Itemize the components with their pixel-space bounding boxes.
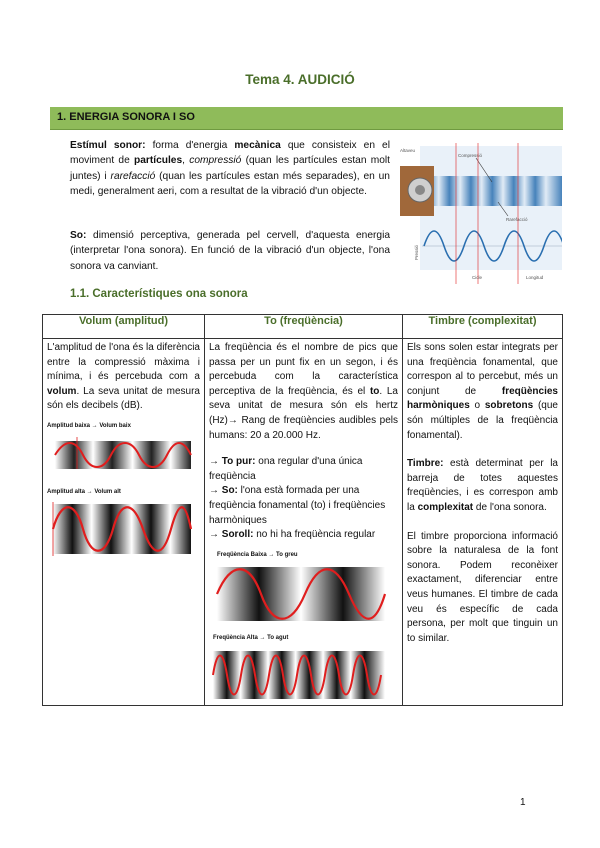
compression-label: Compressió bbox=[458, 153, 483, 158]
timbre-paragraph-2: Timbre: està determinat per la barreja de totes aquestes freqüències, i es correspon amb la complexitat de l'ona sonora. bbox=[407, 458, 558, 513]
page-number: 1 bbox=[520, 797, 526, 808]
soroll-line: → Soroll: no hi ha freqüència regular bbox=[209, 529, 376, 541]
sound-wave-figure bbox=[398, 138, 562, 288]
so-paragraph: So: dimensió perceptiva, generada pel cervell, d'aquesta energia (interpretar l'ona sonora). En funció de la vibració d'un objecte, l'ona sonora va canviant. bbox=[70, 230, 390, 272]
cell-volum bbox=[43, 339, 205, 706]
cycle-label: Cicle bbox=[472, 275, 483, 280]
header-volum: Volum (amplitud) bbox=[43, 315, 205, 339]
cell-timbre bbox=[403, 339, 563, 706]
volum-description: L'amplitud de l'ona és la diferència entre la compressió màxima i mínima, i és percebuda com a volum. La seva unitat de mesura són els decibels (dB). bbox=[47, 342, 200, 412]
caption-frequency-high: Freqüència Alta → To agut bbox=[213, 635, 289, 642]
pressure-band bbox=[428, 176, 562, 206]
caption-amplitude-high: Amplitud alta → Volum alt bbox=[47, 488, 121, 495]
high-amplitude-wave bbox=[47, 500, 197, 558]
so-line: → So: l'ona està formada per una freqüència fonamental (to) i freqüències harmòniques bbox=[209, 485, 386, 526]
high-frequency-wave bbox=[209, 647, 389, 703]
pressure-label: Pressió bbox=[414, 244, 419, 260]
speaker-label: Altaveu bbox=[400, 148, 416, 153]
page-title: Tema 4. AUDICIÓ bbox=[245, 72, 355, 87]
to-pur-line: → To pur: ona regular d'una única freqüència bbox=[209, 456, 363, 482]
rarefaction-label: Rarefacció bbox=[506, 217, 528, 222]
estimul-paragraph: Estímul sonor: forma d'energia mecànica que consisteix en el moviment de partícules, compressió (quan les partícules estan molt juntes) i rarefacció (quan les partícules estan més separades), en un medi, generalment aeri, com a resultat de la vibració d'un objecte. bbox=[70, 140, 390, 198]
header-to: To (freqüència) bbox=[205, 315, 403, 339]
low-amplitude-wave bbox=[47, 435, 197, 471]
caption-amplitude-low: Amplitud baixa → Volum baix bbox=[47, 422, 131, 429]
cell-to bbox=[205, 339, 403, 706]
length-label: Longitud bbox=[526, 275, 544, 280]
characteristics-table bbox=[42, 314, 563, 706]
low-frequency-wave bbox=[209, 563, 389, 625]
timbre-paragraph-1: Els sons solen estar integrats per una freqüència fonamental, que correspon al to percebut, més un conjunt de freqüències harmòniques o sobretons (que són múltiples de la freqüència fonamental). bbox=[407, 342, 558, 441]
estimul-label: Estímul sonor: bbox=[70, 140, 146, 151]
to-description: La freqüència és el nombre de pics que passa per un punt fix en un segon, i és percebuda com la característica perceptiva de la freqüència, és el to. La seva unitat de mesura són els hertz (Hz)→ Rang de freqüències audibles pels humans: 20 a 20.000 Hz. bbox=[209, 342, 398, 441]
section-heading-bar bbox=[50, 107, 563, 130]
so-label: So: bbox=[70, 230, 87, 241]
section-heading: 1. ENERGIA SONORA I SO bbox=[57, 111, 195, 123]
header-timbre: Timbre (complexitat) bbox=[403, 315, 563, 339]
subsection-heading: 1.1. Característiques ona sonora bbox=[70, 288, 248, 300]
caption-frequency-low: Freqüència Baixa → To greu bbox=[217, 551, 298, 558]
timbre-paragraph-3: El timbre proporciona informació sobre la naturalesa de la font sonora. Podem reconèixer exactament, diferenciar entre veus humanes. El timbre de cada veu és específic de cada persona, per molt que tinguin un to similar. bbox=[407, 530, 558, 644]
